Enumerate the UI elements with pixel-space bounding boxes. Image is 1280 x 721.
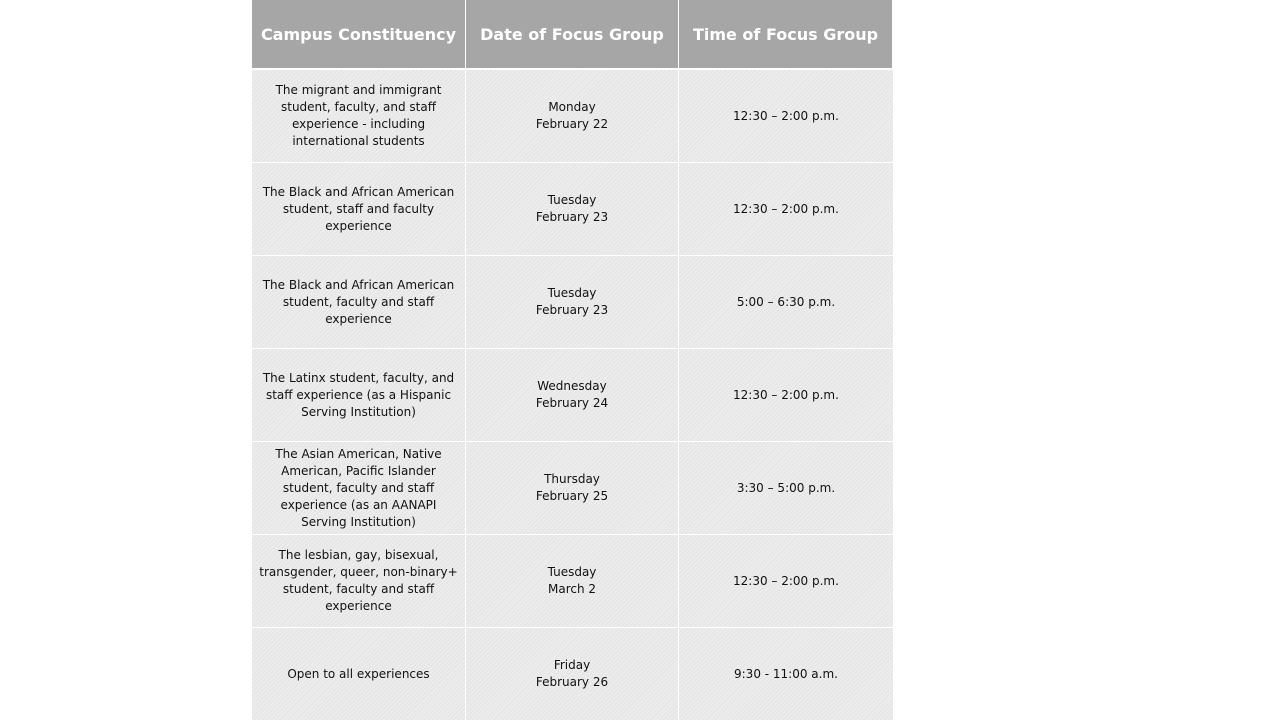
date-cell xyxy=(466,628,679,721)
date-text: February 24 xyxy=(535,396,609,410)
constituency-cell: The Black and African American student, faculty and staff experience xyxy=(252,256,466,349)
day-text: Tuesday xyxy=(547,286,597,300)
constituency-cell: The migrant and immigrant student, faculty, and staff experience - including international students xyxy=(252,70,466,163)
date-cell xyxy=(466,70,679,163)
day-text: Tuesday xyxy=(547,193,597,207)
focus-group-schedule-table xyxy=(252,0,893,720)
day-text: Friday xyxy=(553,658,591,672)
date-cell xyxy=(466,349,679,442)
header-campus-constituency: Campus Constituency xyxy=(252,0,466,70)
date-cell xyxy=(466,163,679,256)
day-text: Tuesday xyxy=(547,565,597,579)
date-text: February 23 xyxy=(535,210,609,224)
date-cell xyxy=(466,535,679,628)
constituency-cell: The Asian American, Native American, Pacific Islander student, faculty and staff experience (as an AANAPI Serving Institution) xyxy=(252,442,466,535)
day-text: Monday xyxy=(548,100,596,114)
time-cell: 12:30 – 2:00 p.m. xyxy=(679,70,893,163)
date-text: February 22 xyxy=(535,117,609,131)
header-date-of-focus-group: Date of Focus Group xyxy=(466,0,679,70)
date-cell xyxy=(466,442,679,535)
time-cell: 12:30 – 2:00 p.m. xyxy=(679,163,893,256)
day-text: Thursday xyxy=(544,472,600,486)
day-text: Wednesday xyxy=(537,379,607,393)
time-cell: 12:30 – 2:00 p.m. xyxy=(679,535,893,628)
date-text: March 2 xyxy=(547,582,597,596)
time-cell: 9:30 - 11:00 a.m. xyxy=(679,628,893,721)
date-cell xyxy=(466,256,679,349)
constituency-cell: The Latinx student, faculty, and staff experience (as a Hispanic Serving Institution) xyxy=(252,349,466,442)
constituency-cell: The Black and African American student, staff and faculty experience xyxy=(252,163,466,256)
date-text: February 23 xyxy=(535,303,609,317)
time-cell: 5:00 – 6:30 p.m. xyxy=(679,256,893,349)
constituency-cell: Open to all experiences xyxy=(252,628,466,721)
time-cell: 12:30 – 2:00 p.m. xyxy=(679,349,893,442)
time-cell: 3:30 – 5:00 p.m. xyxy=(679,442,893,535)
date-text: February 25 xyxy=(535,489,609,503)
header-time-of-focus-group: Time of Focus Group xyxy=(679,0,893,70)
date-text: February 26 xyxy=(535,675,609,689)
constituency-cell: The lesbian, gay, bisexual, transgender, queer, non-binary+ student, faculty and staff experience xyxy=(252,535,466,628)
